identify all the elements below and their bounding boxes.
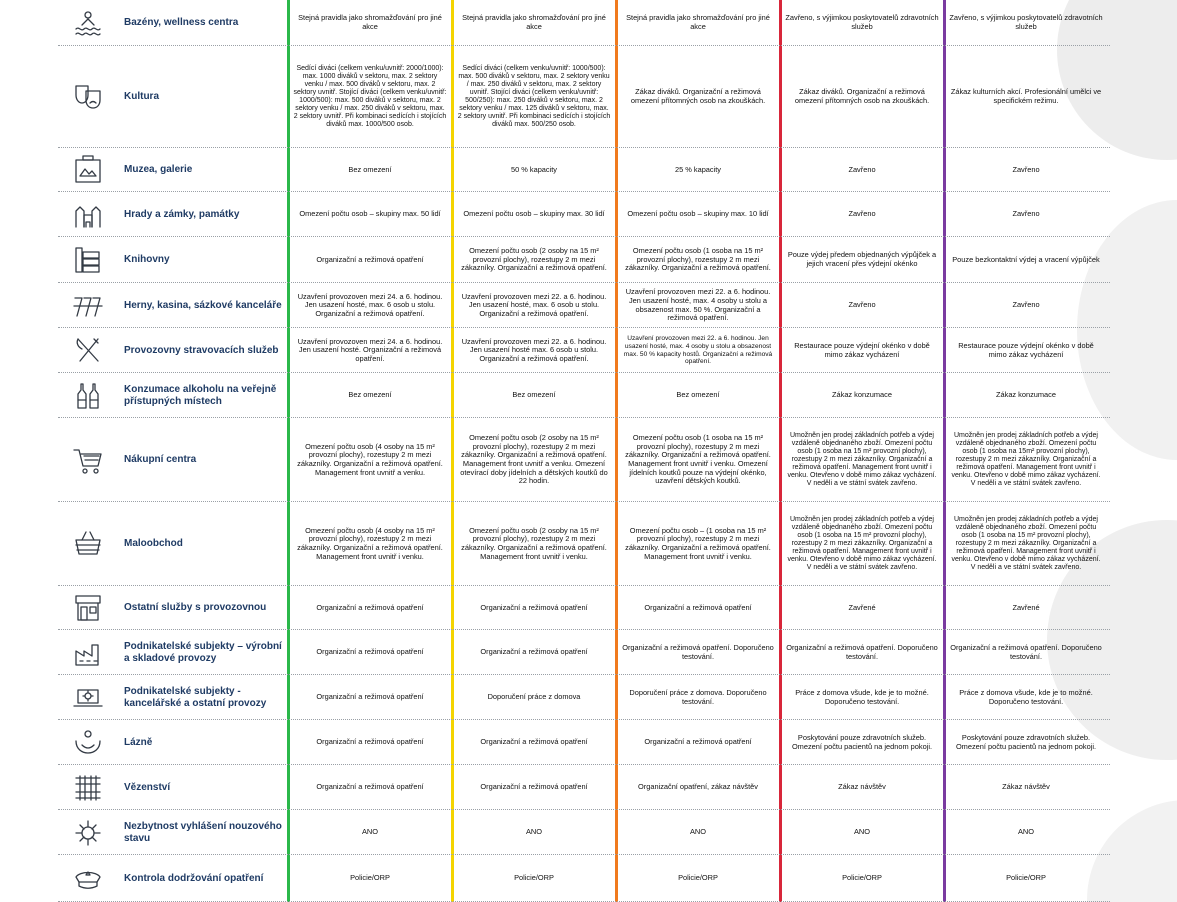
cell-text: Umožněn jen prodej základních potřeb a výdej vzdáleně objednaného zboží. Omezení počtu osob (1 osoba na 15m² provozní plochy), rozestupy 2 m mezi zákazníky. Organizační a režimová opatření. Management front uvnitř i venku. Otevřeno v době mimo zákaz vycházení. V neděli a ve státní svátek zavřeno. [951,431,1101,488]
cell-text: Organizační a režimová opatření [480,737,588,747]
cell-text: 50 % kapacity [510,164,557,174]
level-2-cell [454,237,614,283]
cell-text: Organizační a režimová opatření [480,647,588,657]
level-4-cell [782,720,942,765]
cell-text: Doporučení práce z domova [487,692,581,702]
level-1-cell [290,586,450,630]
fork-knife-icon [58,328,118,373]
cell-text: Uzavření provozoven mezi 22. a 6. hodinou. Jen usazení hosté, max. 4 osoby u stolu a obsazenost max. 50 %. Organizační a režimová opatření. [625,287,771,323]
level-2-cell [454,720,614,765]
level-5-cell [946,283,1106,328]
level-2-cell [454,418,614,502]
level-4-cell [782,283,942,328]
cell-text: Omezení počtu osob (2 osoby na 15 m² provozní plochy), rozestupy 2 m mezi zákazníky. Organizační a režimová opatření. Management front uvnitř i venku. [461,525,607,561]
level-3-cell [618,192,778,237]
level-4-cell [782,237,942,283]
row-label: Nákupní centra [124,454,197,465]
cell-text: Zavřeno, s výjimkou poskytovatelů zdravotních služeb [949,13,1103,31]
level-4-cell [782,675,942,720]
basket-icon [58,502,118,586]
table-row [58,328,1110,373]
level-3-cell [618,502,778,586]
level-3-cell [618,373,778,418]
level-1-cell [290,283,450,328]
cell-text: Bez omezení [676,390,720,400]
table-row [58,418,1110,502]
table-row [58,720,1110,765]
level-1-cell [290,373,450,418]
cell-text: Sedící diváci (celkem venku/uvnitř: 2000/1000): max. 1000 diváků v sektoru, max. 2 sektory venku / max. 500 diváků v sektoru, max. 2 sektory uvnitř. Stojící diváci (celkem venku/uvnitř: 1000/500): max. 500 diváků v sektoru, max. 2 sektory venku / max. 250 diváků v sektoru, max. 2 sektory uvnitř. Při kombinaci sedících i stojících diváků max. 1000/500 osob. [293,64,447,129]
table-row [58,810,1110,855]
cell-text: Omezení počtu osob (4 osoby na 15 m² provozní plochy), rozestupy 2 m mezi zákazníky. Organizační a režimová opatření. Management front uvnitř a venku. [297,441,443,477]
level-2-cell [454,192,614,237]
cell-text: ANO [689,827,706,837]
level-4-cell [782,328,942,373]
row-label: Hrady a zámky, památky [124,208,240,220]
cell-text: Uzavření provozoven mezi 22. a 6. hodinou. Jen usazení hosté max. 6 osob u stolu. Organizační a režimová opatření. [461,336,607,363]
cell-text: Organizační a režimová opatření [316,602,424,612]
level-3-cell [618,328,778,373]
cell-text: Omezení počtu osob (1 osoba na 15 m² provozní plochy), rozestupy 2 m mezi zákazníky. Organizační a režimová opatření. [625,246,771,273]
level-2-cell [454,0,614,46]
level-2-cell [454,810,614,855]
level-5-cell [946,502,1106,586]
cell-text: Umožněn jen prodej základních potřeb a výdej vzdáleně objednaného zboží. Omezení počtu osob (1 osoba na 15 m² provozní plochy), rozestupy 2 m mezi zákazníky. Organizační a režimová opatření. Management front uvnitř i venku. Otevřeno v době mimo zákaz vycházení. V neděli a ve státní svátek zavřeno. [951,515,1101,572]
pool-icon [58,0,118,46]
cell-text: Pouze bezkontaktní výdej a vracení výpůjček [952,254,1100,264]
table-row [58,855,1110,902]
level-2-cell [454,373,614,418]
table-row [58,148,1110,192]
row-label: Bazény, wellness centra [124,17,239,28]
level-2-cell [454,46,614,148]
cell-text: Zákaz návštěv [1002,782,1050,792]
table-row [58,237,1110,283]
table-row [58,0,1110,46]
cell-text: Organizační a režimová opatření. Doporučeno testování. [786,642,938,661]
cell-text: ANO [525,827,542,837]
level-5-cell [946,720,1106,765]
cell-text: Zavřené [848,602,876,612]
level-1-cell [290,418,450,502]
level-3-cell [618,46,778,148]
level-4-cell [782,502,942,586]
level-1-cell [290,810,450,855]
level-5-cell [946,328,1106,373]
level-5-cell [946,148,1106,192]
row-label: Kontrola dodržování opatření [124,872,264,884]
cell-text: Omezení počtu osob – (1 osoba na 15 m² provozní plochy), rozestupy 2 m mezi zákazníky. Organizační a režimová opatření. Management front uvnitř i venku. [625,525,771,561]
cell-text: Práce z domova všude, kde je to možné. Doporučeno testování. [959,687,1093,706]
cell-text: Organizační a režimová opatření [316,737,424,747]
row-label: Vězenství [124,781,171,793]
level-5-cell [946,586,1106,630]
cell-text: Umožněn jen prodej základních potřeb a výdej vzdáleně objednaného zboží. Omezení počtu osob (1 osoba na 15 m² provozní plochy), rozestupy 2 m mezi zákazníky. Organizační a režimová opatření. Management front uvnitř i venku. Otevřeno v době mimo zákaz vycházení. V neděli a ve státní svátek zavřeno. [787,515,937,572]
cell-text: Uzavření provozoven mezi 22. a 6. hodinou. Jen usazení hosté, max. 6 osob u stolu. Organizační a režimová opatření. [461,291,607,318]
level-4-cell [782,855,942,902]
cell-text: Poskytování pouze zdravotních služeb. Omezení počtu pacientů na jednom pokoji. [955,732,1097,751]
level-4-cell [782,46,942,148]
museum-icon [58,148,118,192]
cell-text: Doporučení práce z domova. Doporučeno testování. [629,687,767,706]
cell-text: Organizační a režimová opatření. Doporučeno testování. [950,642,1102,661]
spa-hands-icon [58,720,118,765]
cell-text: Organizační a režimová opatření [480,602,588,612]
level-2-cell [454,855,614,902]
cell-text: Bez omezení [512,390,556,400]
level-1-cell [290,720,450,765]
cell-text: Omezení počtu osob (2 osoby na 15 m² provozní plochy), rozestupy 2 m mezi zákazníky. Organizační a režimová opatření. [461,246,607,273]
level-3-cell [618,720,778,765]
level-3-cell [618,765,778,810]
level-4-cell [782,192,942,237]
level-4-cell [782,148,942,192]
cell-text: Omezení počtu osob (4 osoby na 15 m² provozní plochy), rozestupy 2 m mezi zákazníky. Organizační a režimová opatření. Management front uvnitř i venku. [297,525,443,561]
cell-text: Zavřeno [1012,300,1040,310]
level-1-cell [290,328,450,373]
level-2-cell [454,675,614,720]
cell-text: Organizační a režimová opatření [644,602,752,612]
cell-text: Zákaz konzumace [832,390,892,400]
level-3-cell [618,855,778,902]
level-2-cell [454,328,614,373]
restrictions-table [58,0,1110,902]
level-2-cell [454,502,614,586]
cell-text: Zavřeno [848,164,876,174]
level-2-cell [454,148,614,192]
cell-text: Organizační a režimová opatření [316,692,424,702]
cell-text: Organizační a režimová opatření [316,782,424,792]
row-label: Lázně [124,736,153,748]
cell-text: 25 % kapacity [674,164,721,174]
level-1-cell [290,675,450,720]
cell-text: Policie/ORP [514,873,554,883]
table-row [58,283,1110,328]
table-row [58,765,1110,810]
level-4-cell [782,765,942,810]
level-3-cell [618,418,778,502]
laptop-gear-icon [58,675,118,720]
prison-bars-icon [58,765,118,810]
level-5-cell [946,765,1106,810]
cell-text: Zákaz konzumace [996,390,1056,400]
cell-text: Stejná pravidla jako shromažďování pro jiné akce [298,13,442,31]
cell-text: Uzavření provozoven mezi 22. a 6. hodinou. Jen usazení hosté, max. 4 osoby u stolu a obsazenost max. 50 % kapacity hostů. Organizační a režimová opatření. [623,335,773,366]
level-5-cell [946,0,1106,46]
level-1-cell [290,237,450,283]
table-row [58,502,1110,586]
factory-icon [58,630,118,675]
virus-icon [58,810,118,855]
cell-text: Policie/ORP [1006,873,1046,883]
cell-text: Organizační a režimová opatření [316,254,424,264]
cell-text: Policie/ORP [678,873,718,883]
row-label: Maloobchod [124,538,183,549]
cell-text: Omezení počtu osob (1 osoba na 15 m² provozní plochy), rozestupy 2 m mezi zákazníky. Organizační a režimová opatření. Management front uvnitř i venku. Omezení jídelních koutků pouze na výdejní okénko, uzavření dětských koutků. [625,433,771,486]
level-1-cell [290,192,450,237]
row-label: Ostatní služby s provozovnou [124,602,267,613]
level-5-cell [946,675,1106,720]
cell-text: Bez omezení [348,390,392,400]
level-4-cell [782,630,942,675]
theater-masks-icon [58,46,118,148]
level-1-cell [290,502,450,586]
row-label: Podnikatelské subjekty - kancelářské a ostatní provozy [124,685,267,709]
level-2-cell [454,586,614,630]
cell-text: Organizační a režimová opatření [644,737,752,747]
level-4-cell [782,418,942,502]
level-3-cell [618,586,778,630]
cell-text: ANO [853,827,870,837]
row-label: Nezbytnost vyhlášení nouzového stavu [124,820,282,844]
cell-text: Organizační a režimová opatření [316,647,424,657]
cell-text: Organizační a režimová opatření [480,782,588,792]
police-cap-icon [58,855,118,902]
books-icon [58,237,118,283]
cell-text: Poskytování pouze zdravotních služeb. Omezení počtu pacientů na jednom pokoji. [791,732,933,751]
level-5-cell [946,192,1106,237]
cell-text: Restaurace pouze výdejní okénko v době mimo zákaz vycházení [794,340,930,359]
cell-text: Organizační opatření, zákaz návštěv [638,782,758,792]
cell-text: ANO [361,827,378,837]
cell-text: Umožněn jen prodej základních potřeb a výdej vzdáleně objednaného zboží. Omezení počtu osob (1 osoba na 15 m² provozní plochy), rozestupy 2 m mezi zákazníky. Organizační a režimová opatření. Management front uvnitř i venku. Otevřeno v době mimo zákaz vycházení. V neděli a ve státní svátek zavřeno. [787,431,937,488]
level-5-cell [946,810,1106,855]
cell-text: Uzavření provozoven mezi 24. a 6. hodinou. Jen usazení hosté, max. 6 osob u stolu. Organizační a režimová opatření. [297,291,443,318]
level-5-cell [946,630,1106,675]
level-5-cell [946,373,1106,418]
level-3-cell [618,0,778,46]
cell-text: Organizační a režimová opatření. Doporučeno testování. [622,642,774,661]
level-4-cell [782,0,942,46]
cell-text: Zavřeno [1012,209,1040,219]
cell-text: Bez omezení [348,164,392,174]
cell-text: Práce z domova všude, kde je to možné. Doporučeno testování. [795,687,929,706]
table-row [58,192,1110,237]
cell-text: Pouze výdej předem objednaných výpůjček a jejich vracení přes výdejní okénko [787,250,937,268]
cell-text: Zavřeno [848,209,876,219]
table-row [58,373,1110,418]
cell-text: Omezení počtu osob – skupiny max. 30 lidí [463,209,605,219]
cell-text: Zákaz kulturních akcí. Profesionální umělci ve specifickém režimu. [950,87,1102,105]
row-label: Knihovny [124,254,170,265]
cell-text: Stejná pravidla jako shromažďování pro jiné akce [462,13,606,31]
level-1-cell [290,855,450,902]
cell-text: Zákaz diváků. Organizační a režimová omezení přítomných osob na zkouškách. [794,87,930,105]
cell-text: Omezení počtu osob – skupiny max. 50 lidí [299,209,441,219]
level-5-cell [946,418,1106,502]
level-2-cell [454,765,614,810]
cell-text: ANO [1017,827,1034,837]
level-1-cell [290,630,450,675]
row-label: Muzea, galerie [124,164,193,175]
row-label: Herny, kasina, sázkové kanceláře [124,299,282,311]
cell-text: Uzavření provozoven mezi 24. a 6. hodinou. Jen usazení hosté. Organizační a režimová opatření. [297,336,443,363]
table-row [58,586,1110,630]
level-4-cell [782,810,942,855]
cell-text: Zavřeno, s výjimkou poskytovatelů zdravotních služeb [785,13,939,31]
castle-icon [58,192,118,237]
level-2-cell [454,283,614,328]
cell-text: Zavřeno [1012,164,1040,174]
cell-text: Zavřeno [848,300,876,310]
level-5-cell [946,46,1106,148]
row-label: Provozovny stravovacích služeb [124,344,279,356]
level-3-cell [618,283,778,328]
bottles-icon [58,373,118,418]
level-4-cell [782,373,942,418]
level-3-cell [618,810,778,855]
cell-text: Omezení počtu osob (2 osoby na 15 m² provozní plochy), rozestupy 2 m mezi zákazníky. Organizační a režimová opatření. Management front uvnitř a venku. Omezení otevírací doby jídelních a dětských koutků do 22 hodin. [460,433,608,486]
level-1-cell [290,46,450,148]
cell-text: Restaurace pouze výdejní okénko v době mimo zákaz vycházení [958,340,1094,359]
level-3-cell [618,675,778,720]
slot-777-icon [58,283,118,328]
cell-text: Zavřené [1012,602,1040,612]
level-2-cell [454,630,614,675]
level-1-cell [290,765,450,810]
cell-text: Stejná pravidla jako shromažďování pro jiné akce [626,13,770,31]
cell-text: Zákaz diváků. Organizační a režimová omezení přítomných osob na zkouškách. [630,87,766,105]
row-label: Konzumace alkoholu na veřejně přístupných místech [124,383,277,407]
row-label: Kultura [124,91,159,102]
cell-text: Zákaz návštěv [838,782,886,792]
shopping-cart-icon [58,418,118,502]
cell-text: Omezení počtu osob – skupiny max. 10 lidí [627,209,769,219]
cell-text: Sedící diváci (celkem venku/uvnitř: 1000/500): max. 500 diváků v sektoru, max. 2 sektory venku / max. 250 diváků v sektoru, max. 2 sektory uvnitř. Stojící diváci (celkem venku/uvnitř: 500/250): max. 250 diváků v sektoru, max. 2 sektory venku / max. 125 diváků v sektoru, max. 2 sektory uvnitř. Při kombinaci sedících i stojících diváků max. 500/250 osob. [457,64,611,129]
level-4-cell [782,586,942,630]
table-row [58,46,1110,148]
cell-text: Policie/ORP [350,873,390,883]
level-3-cell [618,630,778,675]
level-5-cell [946,855,1106,902]
row-label: Podnikatelské subjekty – výrobní a skladové provozy [124,640,282,664]
storefront-icon [58,586,118,630]
level-3-cell [618,148,778,192]
level-3-cell [618,237,778,283]
level-1-cell [290,148,450,192]
table-row [58,675,1110,720]
table-row [58,630,1110,675]
cell-text: Policie/ORP [842,873,882,883]
level-5-cell [946,237,1106,283]
level-1-cell [290,0,450,46]
